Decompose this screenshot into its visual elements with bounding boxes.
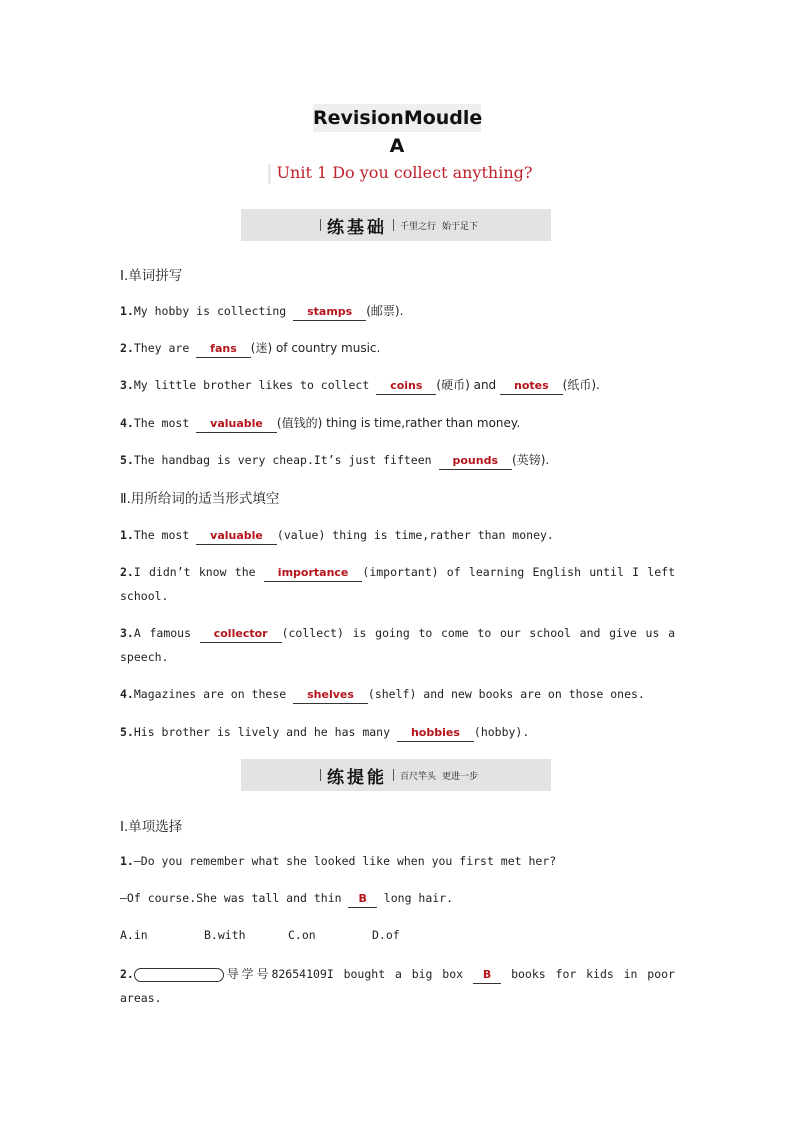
band-heading: 练基础 xyxy=(326,217,387,238)
band-motto xyxy=(400,219,478,232)
option-b[interactable]: B.with xyxy=(204,928,246,942)
item-number: 1. xyxy=(120,528,134,542)
answer-blank[interactable]: valuable xyxy=(196,528,277,545)
hint-text: (硬币) and xyxy=(436,378,500,392)
hint-text: (value) thing is time,rather than money. xyxy=(276,528,554,542)
answer-blank[interactable]: valuable xyxy=(196,416,277,433)
item-number: 5. xyxy=(120,725,134,739)
page-title: RevisionMoudle A xyxy=(313,104,481,132)
prompt-text: His brother is lively and he has many xyxy=(133,725,397,739)
hint-text: (collect) is going to come to our school and give us a speech. xyxy=(120,626,676,664)
answer-blank[interactable]: hobbies xyxy=(397,725,474,742)
question-text: —Do you remember what she looked like when you first met her? xyxy=(133,854,557,868)
option-d[interactable]: D.of xyxy=(372,928,400,942)
section-heading-multiple-choice: Ⅰ.单项选择 xyxy=(120,819,183,835)
guide-code: 82654109 xyxy=(271,967,327,981)
prompt-text: My little brother likes to collect xyxy=(133,378,377,392)
band-divider xyxy=(393,769,394,781)
guide-number-pill xyxy=(134,968,224,982)
hint-text: (英镑). xyxy=(512,453,550,467)
exercise-line xyxy=(120,523,675,547)
answer-blank[interactable]: collector xyxy=(200,626,282,643)
hint-text: (值钱的) thing is time,rather than money. xyxy=(276,416,521,430)
hint-text: (shelf) and new books are on those ones. xyxy=(367,687,645,701)
section-heading-word-forms: Ⅱ.用所给词的适当形式填空 xyxy=(120,491,280,507)
band-divider xyxy=(320,219,321,231)
section-heading-spelling: Ⅰ.单词拼写 xyxy=(120,268,183,284)
exercise-line xyxy=(120,621,675,669)
prompt-text: A famous xyxy=(133,626,200,640)
hint-text: (纸币). xyxy=(562,378,600,392)
item-number: 3. xyxy=(120,626,134,640)
item-number: 3. xyxy=(120,378,134,392)
question-line xyxy=(120,962,675,1010)
prompt-text: The most xyxy=(133,416,197,430)
motto-part: 千里之行 xyxy=(399,221,436,232)
item-number: 2. xyxy=(120,565,134,579)
band-motto xyxy=(400,769,478,782)
motto-part: 始于足下 xyxy=(442,221,479,232)
band-divider xyxy=(320,769,321,781)
answer-blank[interactable]: stamps xyxy=(293,304,366,321)
hint-text: (邮票). xyxy=(366,304,404,318)
answer-blank[interactable]: B xyxy=(473,967,501,984)
options-row xyxy=(120,923,675,947)
band-divider xyxy=(393,219,394,231)
prompt-text: I didn’t know the xyxy=(133,565,264,579)
option-a[interactable]: A.in xyxy=(120,928,148,942)
motto-part: 百尺竿头 xyxy=(399,771,436,782)
answer-blank[interactable]: shelves xyxy=(293,687,368,704)
item-number: 2. xyxy=(120,341,134,355)
item-number: 1. xyxy=(120,304,134,318)
item-number: 1. xyxy=(120,854,134,868)
unit-title-text: Unit 1 Do you collect anything? xyxy=(276,163,533,182)
answer-blank[interactable]: coins xyxy=(376,378,436,395)
hint-text: (important) of learning English until I left school. xyxy=(120,565,675,603)
band-heading: 练提能 xyxy=(326,767,387,788)
guide-label: 导学号 xyxy=(223,967,272,981)
answer-blank[interactable]: importance xyxy=(264,565,363,582)
option-c[interactable]: C.on xyxy=(288,928,316,942)
exercise-line xyxy=(120,682,675,706)
exercise-line xyxy=(120,720,675,744)
exercise-line xyxy=(120,299,675,323)
section-band-basics xyxy=(241,209,551,241)
question-text: books for kids in poor areas. xyxy=(120,967,675,1005)
prompt-text: The most xyxy=(133,528,197,542)
hint-text: (hobby). xyxy=(473,725,530,739)
answer-blank[interactable]: pounds xyxy=(439,453,513,470)
section-band-advanced xyxy=(241,759,551,791)
answer-blank[interactable]: notes xyxy=(500,378,563,395)
answer-blank[interactable]: fans xyxy=(196,341,251,358)
exercise-line xyxy=(120,373,675,397)
item-number: 4. xyxy=(120,687,134,701)
prompt-text: My hobby is collecting xyxy=(133,304,294,318)
exercise-line xyxy=(120,336,675,360)
prompt-text: The handbag is very cheap.It’s just fifteen xyxy=(133,453,439,467)
prompt-text: They are xyxy=(133,341,197,355)
exercise-line xyxy=(120,560,675,608)
exercise-line xyxy=(120,448,675,472)
question-line xyxy=(120,849,675,873)
hint-text: (迷) of country music. xyxy=(250,341,381,355)
motto-part: 更进一步 xyxy=(442,771,479,782)
item-number: 5. xyxy=(120,453,134,467)
question-text: I bought a big box xyxy=(326,967,473,981)
item-number: 4. xyxy=(120,416,134,430)
prompt-text: Magazines are on these xyxy=(133,687,294,701)
question-line xyxy=(120,886,675,910)
item-number: 2. xyxy=(120,967,134,981)
question-text: —Of course.She was tall and thin xyxy=(120,891,349,905)
question-text: long hair. xyxy=(376,891,454,905)
answer-blank[interactable]: B xyxy=(348,891,376,908)
unit-title xyxy=(240,160,560,186)
title-bar-decoration xyxy=(268,164,271,184)
exercise-line xyxy=(120,411,675,435)
